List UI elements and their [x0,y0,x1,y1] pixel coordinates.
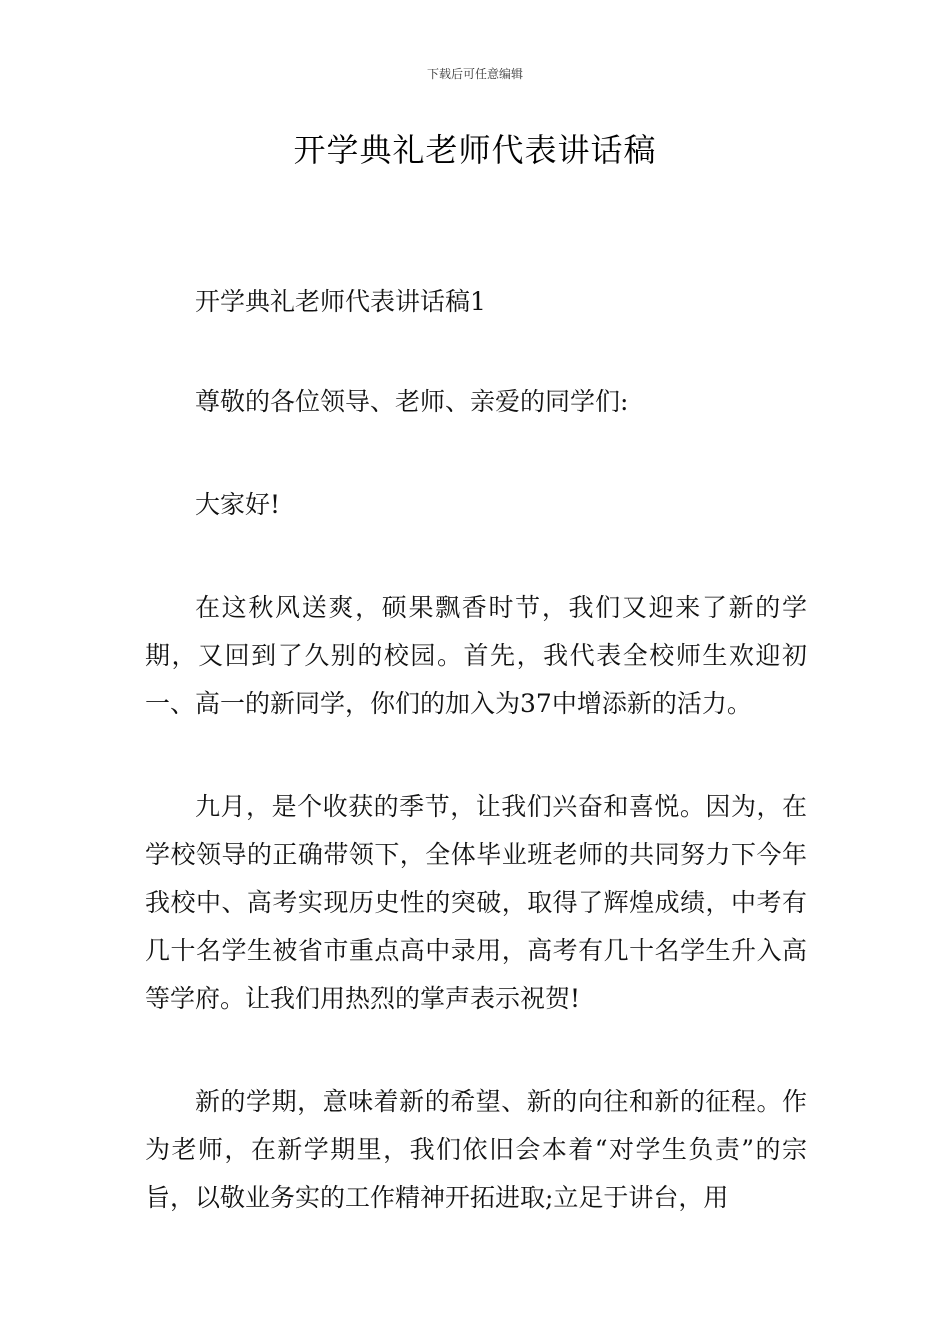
greeting: 大家好! [195,490,281,519]
section-heading: 开学典礼老师代表讲话稿1 [195,287,486,316]
header-note: 下载后可任意编辑 [426,67,523,81]
salutation: 尊敬的各位领导、老师、亲爱的同学们: [195,387,629,416]
body-paragraph: 新的学期，意味着新的希望、新的向往和新的征程。作为老师，在新学期里，我们依旧会本着“对学生负责”的宗旨，以敬业务实的工作精神开拓进取;立足于讲台，用 [145,1087,807,1212]
document-title: 开学典礼老师代表讲话稿 [293,131,657,169]
body-paragraph: 在这秋风送爽，硕果飘香时节，我们又迎来了新的学期，又回到了久别的校园。首先，我代表全校师生欢迎初一、高一的新同学，你们的加入为37中增添新的活力。 [145,593,807,718]
document-body [145,278,807,1277]
body-paragraph: 九月，是个收获的季节，让我们兴奋和喜悦。因为，在学校领导的正确带领下，全体毕业班老师的共同努力下今年我校中、高考实现历史性的突破，取得了辉煌成绩，中考有几十名学生被省市重点高中录用，高考有几十名学生升入高等学府。让我们用热烈的掌声表示祝贺! [145,792,807,1013]
